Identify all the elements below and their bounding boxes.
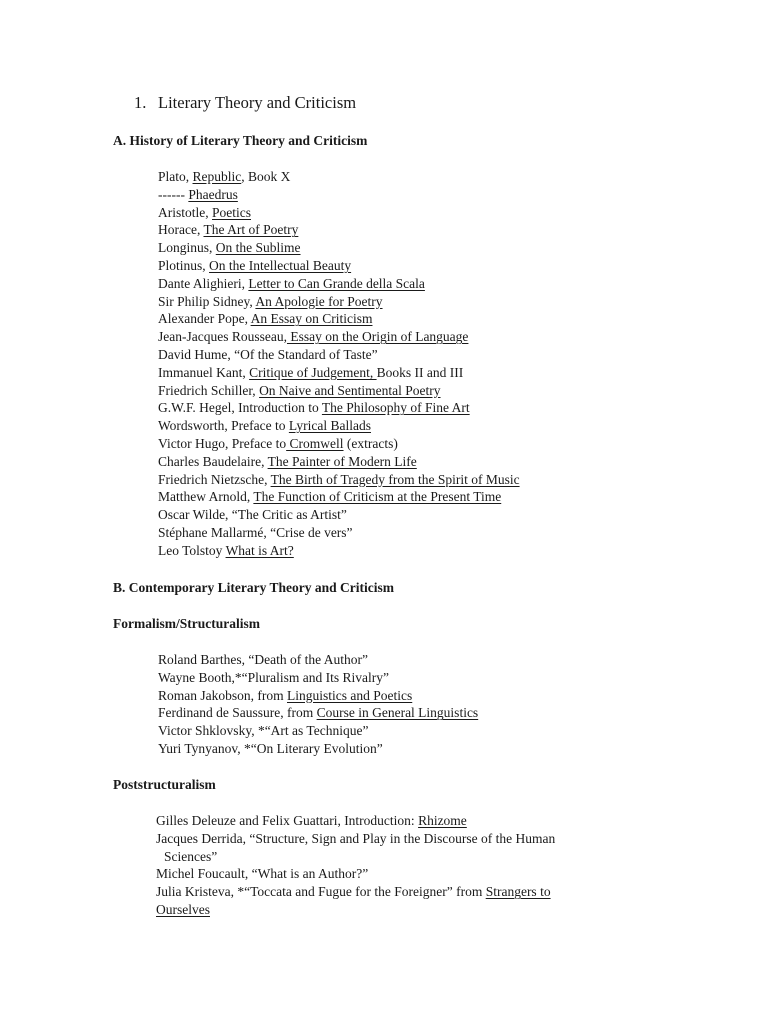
entry-author: Victor Hugo, Preface to	[158, 435, 287, 451]
entry-author: ------	[158, 186, 189, 202]
bibliography-entry	[156, 848, 555, 866]
entry-author: Jacques Derrida, “Structure, Sign and Play in the Discourse of the Human	[156, 830, 556, 846]
work-title: Poetics	[212, 204, 251, 220]
entry-author: Victor Shklovsky, *“Art as Technique”	[158, 723, 369, 739]
bibliography-entry	[156, 865, 555, 883]
bibliography-entry	[158, 506, 520, 524]
bibliography-entry	[158, 488, 520, 506]
work-title: On the Sublime	[215, 240, 301, 256]
bibliography-entry	[158, 435, 520, 453]
bibliography-entry	[158, 704, 478, 722]
entry-note: , Book X	[241, 169, 291, 184]
bibliography-entry	[158, 310, 520, 328]
bibliography-entry	[158, 542, 520, 560]
work-title: The Function of Criticism at the Present Time	[253, 489, 502, 505]
bibliography-entry	[158, 722, 478, 740]
work-title: Course in General Linguistics	[316, 705, 479, 721]
bibliography-entry	[158, 328, 520, 346]
entry-author: Friedrich Nietzsche,	[158, 471, 271, 487]
bibliography-entry	[158, 364, 520, 382]
bibliography-entry	[158, 275, 520, 293]
entry-author: Sciences”	[164, 848, 218, 864]
work-title: The Art of Poetry	[203, 222, 299, 238]
bibliography-entry	[158, 417, 520, 435]
bibliography-entry	[156, 830, 555, 848]
entry-author: Ferdinand de Saussure, from	[158, 705, 317, 721]
entry-author: G.W.F. Hegel, Introduction to	[158, 400, 322, 416]
formalism-list	[158, 651, 478, 758]
entry-author: Sir Philip Sidney,	[158, 293, 256, 309]
work-title: Essay on the Origin of Language	[286, 329, 469, 345]
bibliography-entry	[158, 687, 478, 705]
bibliography-entry	[158, 382, 520, 400]
entry-author: Horace,	[158, 222, 204, 238]
entry-author: Oscar Wilde, “The Critic as Artist”	[158, 507, 347, 523]
bibliography-entry	[158, 204, 520, 222]
entry-author: Immanuel Kant,	[158, 364, 250, 380]
entry-author: Aristotle,	[158, 204, 212, 220]
entry-author: Plato,	[158, 169, 193, 184]
page-title	[134, 93, 356, 113]
work-title: Strangers to	[485, 884, 551, 900]
bibliography-entry	[158, 651, 478, 669]
bibliography-entry	[158, 239, 520, 257]
entry-author: Matthew Arnold,	[158, 489, 254, 505]
entry-author: Julia Kristeva, *“Toccata and Fugue for the Foreigner” from	[156, 884, 486, 900]
work-title: Critique of Judgement,	[249, 364, 377, 380]
work-title: Linguistics and Poetics	[287, 687, 413, 703]
work-title: Letter to Can Grande della Scala	[248, 275, 425, 291]
work-title: What is Art?	[225, 542, 294, 558]
formalism-heading: Formalism/Structuralism	[113, 616, 260, 631]
entry-note: Books II and III	[376, 364, 464, 380]
work-title: An Essay on Criticism	[250, 311, 373, 327]
entry-author: Roman Jakobson, from	[158, 687, 287, 703]
bibliography-entry	[158, 221, 520, 239]
title-number: 1.	[134, 93, 147, 112]
work-title: On the Intellectual Beauty	[209, 257, 352, 273]
section-a-heading: A. History of Literary Theory and Criticism	[113, 133, 368, 148]
entry-author: Roland Barthes, “Death of the Author”	[158, 652, 368, 667]
entry-author: David Hume, “Of the Standard of Taste”	[158, 346, 378, 362]
work-title: Phaedrus	[188, 186, 238, 202]
bibliography-entry	[156, 812, 555, 830]
work-title: Rhizome	[418, 813, 467, 828]
bibliography-entry	[158, 399, 520, 417]
entry-note: (extracts)	[343, 435, 398, 451]
entry-author: Wordsworth, Preface to	[158, 418, 289, 434]
entry-author: Alexander Pope,	[158, 311, 251, 327]
entry-author: Dante Alighieri,	[158, 275, 249, 291]
bibliography-entry	[156, 883, 555, 901]
entry-author: Gilles Deleuze and Felix Guattari, Introduction:	[156, 813, 419, 828]
poststructuralism-list	[156, 812, 555, 919]
work-title: Cromwell	[286, 435, 344, 451]
work-title: On Naive and Sentimental Poetry	[259, 382, 441, 398]
bibliography-entry	[158, 669, 478, 687]
work-title: The Painter of Modern Life	[267, 453, 417, 469]
entry-author: Longinus,	[158, 240, 216, 256]
entry-author: Stéphane Mallarmé, “Crise de vers”	[158, 524, 353, 540]
work-title: The Birth of Tragedy from the Spirit of Music	[270, 471, 520, 487]
work-title: Lyrical Ballads	[288, 418, 371, 434]
entry-author: Michel Foucault, “What is an Author?”	[156, 866, 369, 882]
work-title: The Philosophy of Fine Art	[321, 400, 470, 416]
work-title: Republic	[192, 169, 242, 184]
entry-author: Friedrich Schiller,	[158, 382, 260, 398]
bibliography-entry	[158, 186, 520, 204]
entry-author: Leo Tolstoy	[158, 542, 226, 558]
bibliography-entry	[158, 524, 520, 542]
entry-author: Jean-Jacques Rousseau,	[158, 329, 287, 345]
bibliography-entry	[158, 293, 520, 311]
title-text: Literary Theory and Criticism	[158, 93, 357, 112]
entry-author: Wayne Booth,*“Pluralism and Its Rivalry”	[158, 669, 389, 685]
section-b-heading: B. Contemporary Literary Theory and Criticism	[113, 580, 394, 595]
bibliography-entry	[158, 346, 520, 364]
poststructuralism-heading: Poststructuralism	[113, 777, 216, 792]
entry-author: Charles Baudelaire,	[158, 453, 268, 469]
bibliography-entry	[158, 740, 478, 758]
work-title: Ourselves	[156, 901, 210, 917]
section-a-list	[158, 168, 520, 560]
bibliography-entry	[158, 453, 520, 471]
bibliography-entry	[156, 901, 555, 919]
bibliography-entry	[158, 471, 520, 489]
work-title: An Apologie for Poetry	[255, 293, 383, 309]
bibliography-entry	[158, 257, 520, 275]
bibliography-entry	[158, 168, 520, 186]
entry-author: Plotinus,	[158, 257, 210, 273]
entry-author: Yuri Tynyanov, *“On Literary Evolution”	[158, 740, 383, 756]
